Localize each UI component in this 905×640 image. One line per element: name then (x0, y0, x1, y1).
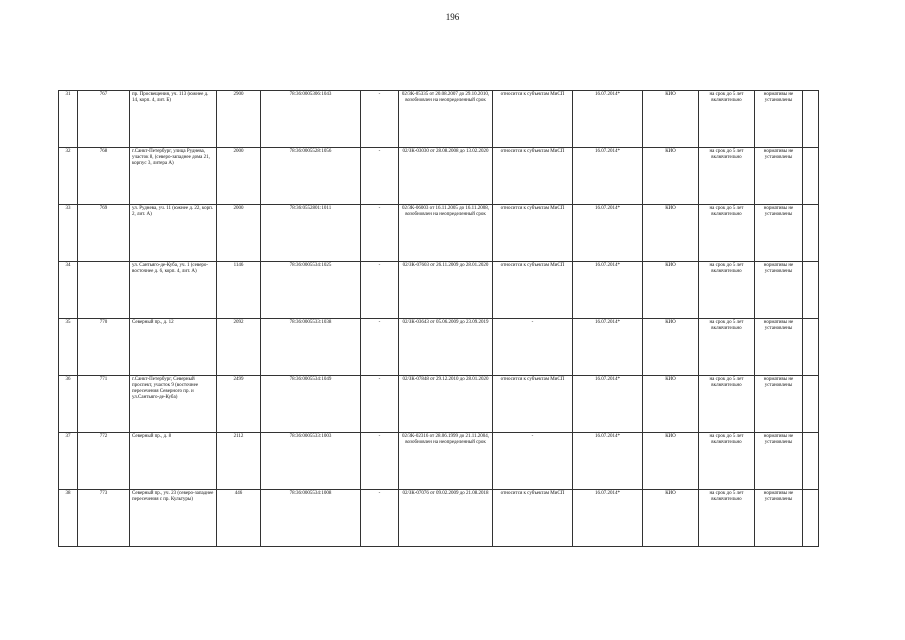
lease-agreement-cell: 02/ЗК-06003 от 16.11.2005 до 16.11.2008, возобновлен на неопределенный срок (399, 205, 493, 262)
norms-cell: нормативы не установлены (755, 262, 803, 319)
lease-term-cell: на срок до 5 лет включительно (699, 262, 755, 319)
area-cell: 2900 (217, 91, 261, 148)
address-cell: г.Санкт-Петербург, улица Руднева, участок 8, (северо-западнее дома 21, корпус 3, литера А) (130, 148, 217, 205)
area-cell: 2112 (217, 433, 261, 490)
cadastral-number-cell: 78:36:0005306:1043 (261, 91, 361, 148)
table-row (59, 262, 819, 319)
table-row (59, 433, 819, 490)
table-row (59, 205, 819, 262)
plot-id-cell (78, 262, 130, 319)
cadastral-number-cell: 78:36:0552801:1011 (261, 205, 361, 262)
cadastral-number-cell: 78:36:0005534:1008 (261, 490, 361, 547)
area-cell: 2000 (217, 205, 261, 262)
page-number: 196 (445, 12, 460, 22)
encumbrance-cell: - (361, 205, 399, 262)
area-cell: 2499 (217, 376, 261, 433)
plot-id-cell: 772 (78, 433, 130, 490)
sme-status-cell: относится к субъектам МиСП (493, 148, 573, 205)
row-number-cell: 34 (59, 262, 78, 319)
sme-status-cell: относится к субъектам МиСП (493, 91, 573, 148)
organization-cell: КИО (643, 376, 699, 433)
organization-cell: КИО (643, 433, 699, 490)
area-cell: 1146 (217, 262, 261, 319)
address-cell: Северный пр., д. 8 (130, 433, 217, 490)
encumbrance-cell: - (361, 490, 399, 547)
date-cell: 16.07.2014* (573, 205, 643, 262)
organization-cell: КИО (643, 91, 699, 148)
address-cell: Северный пр., уч. 23 (северо-западнее пересечения с пр. Культуры) (130, 490, 217, 547)
lease-agreement-cell: 02/ЗК-07848 от 29.12.2010 до 28.01.2020 (399, 376, 493, 433)
norms-cell: нормативы не установлены (755, 490, 803, 547)
organization-cell: КИО (643, 205, 699, 262)
row-number-cell: 35 (59, 319, 78, 376)
address-cell: ул. Руднева, уч. 11 (южнее д. 22, корп. 2, лит. А) (130, 205, 217, 262)
lease-agreement-cell: 02/ЗК-03643 от 05.06.2009 до 23.09.2019 (399, 319, 493, 376)
lease-agreement-cell: 02/ЗК-03030 от 28.08.2008 до 13.02.2020 (399, 148, 493, 205)
table-row (59, 376, 819, 433)
encumbrance-cell: - (361, 262, 399, 319)
encumbrance-cell: - (361, 91, 399, 148)
row-number-cell: 32 (59, 148, 78, 205)
sme-status-cell: относится к субъектам МиСП (493, 205, 573, 262)
date-cell: 16.07.2014* (573, 319, 643, 376)
table-row (59, 490, 819, 547)
cadastral-number-cell: 78:36:0005528:1056 (261, 148, 361, 205)
row-number-cell: 38 (59, 490, 78, 547)
area-cell: 2092 (217, 319, 261, 376)
norms-cell: нормативы не установлены (755, 319, 803, 376)
plot-id-cell: 773 (78, 490, 130, 547)
address-cell: Северный пр., д. 12 (130, 319, 217, 376)
plot-id-cell: 769 (78, 205, 130, 262)
table-row (59, 319, 819, 376)
land-plots-table (58, 90, 819, 547)
plot-id-cell: 768 (78, 148, 130, 205)
norms-cell: нормативы не установлены (755, 376, 803, 433)
lease-term-cell: на срок до 5 лет включительно (699, 433, 755, 490)
lease-term-cell: на срок до 5 лет включительно (699, 205, 755, 262)
sme-status-cell: относится к субъектам МиСП (493, 262, 573, 319)
sme-status-cell: - (493, 319, 573, 376)
sme-status-cell: относится к субъектам МиСП (493, 376, 573, 433)
area-cell: 446 (217, 490, 261, 547)
lease-agreement-cell: 02/ЗК-05335 от 20.08.2007 до 29.10.2010, возобновлен на неопределенный срок (399, 91, 493, 148)
cadastral-number-cell: 78:36:0005534:1025 (261, 262, 361, 319)
lease-agreement-cell: 02/ЗК-02316 от 28.06.1999 до 21.11.2004, возобновлен на неопределенный срок (399, 433, 493, 490)
cadastral-number-cell: 78:36:0005533:1003 (261, 433, 361, 490)
sme-status-cell: относится к субъектам МиСП (493, 490, 573, 547)
lease-term-cell: на срок до 5 лет включительно (699, 490, 755, 547)
plot-id-cell: 767 (78, 91, 130, 148)
row-number-cell: 36 (59, 376, 78, 433)
norms-cell: нормативы не установлены (755, 205, 803, 262)
extra-cell-cell (803, 262, 819, 319)
table-row (59, 148, 819, 205)
row-number-cell: 33 (59, 205, 78, 262)
date-cell: 16.07.2014* (573, 490, 643, 547)
row-number-cell: 31 (59, 91, 78, 148)
table-row (59, 91, 819, 148)
lease-term-cell: на срок до 5 лет включительно (699, 91, 755, 148)
encumbrance-cell: - (361, 376, 399, 433)
norms-cell: нормативы не установлены (755, 433, 803, 490)
plot-id-cell: 770 (78, 319, 130, 376)
encumbrance-cell: - (361, 148, 399, 205)
extra-cell-cell (803, 490, 819, 547)
norms-cell: нормативы не установлены (755, 148, 803, 205)
cadastral-number-cell: 78:36:0005533:1038 (261, 319, 361, 376)
cadastral-number-cell: 78:36:0005534:1049 (261, 376, 361, 433)
extra-cell-cell (803, 148, 819, 205)
lease-term-cell: на срок до 5 лет включительно (699, 376, 755, 433)
date-cell: 16.07.2014* (573, 376, 643, 433)
address-cell: ул. Сантьяго-де-Куба, уч. 1 (северо-восточнее д. 6, корп. 4, лит. А) (130, 262, 217, 319)
encumbrance-cell: - (361, 319, 399, 376)
lease-term-cell: на срок до 5 лет включительно (699, 148, 755, 205)
organization-cell: КИО (643, 490, 699, 547)
encumbrance-cell: - (361, 433, 399, 490)
plot-id-cell: 771 (78, 376, 130, 433)
organization-cell: КИО (643, 262, 699, 319)
organization-cell: КИО (643, 319, 699, 376)
extra-cell-cell (803, 319, 819, 376)
address-cell: г.Санкт-Петербург, Северный проспект, участок 9 (восточнее пересечения Северного пр. и ул.Сантьяго-де-Куба) (130, 376, 217, 433)
lease-term-cell: на срок до 5 лет включительно (699, 319, 755, 376)
area-cell: 2000 (217, 148, 261, 205)
organization-cell: КИО (643, 148, 699, 205)
norms-cell: нормативы не установлены (755, 91, 803, 148)
date-cell: 16.07.2014* (573, 148, 643, 205)
extra-cell-cell (803, 205, 819, 262)
extra-cell-cell (803, 433, 819, 490)
date-cell: 16.07.2014* (573, 433, 643, 490)
date-cell: 16.07.2014* (573, 262, 643, 319)
row-number-cell: 37 (59, 433, 78, 490)
lease-agreement-cell: 02/ЗК-07076 от 09.02.2009 до 21.08.2018 (399, 490, 493, 547)
date-cell: 16.07.2014* (573, 91, 643, 148)
sme-status-cell: - (493, 433, 573, 490)
extra-cell-cell (803, 376, 819, 433)
address-cell: пр. Просвещения, уч. 113 (южнее д. 14, корп. 4, лит. Б) (130, 91, 217, 148)
extra-cell-cell (803, 91, 819, 148)
lease-agreement-cell: 02/ЗК-07603 от 26.11.2009 до 28.01.2020 (399, 262, 493, 319)
